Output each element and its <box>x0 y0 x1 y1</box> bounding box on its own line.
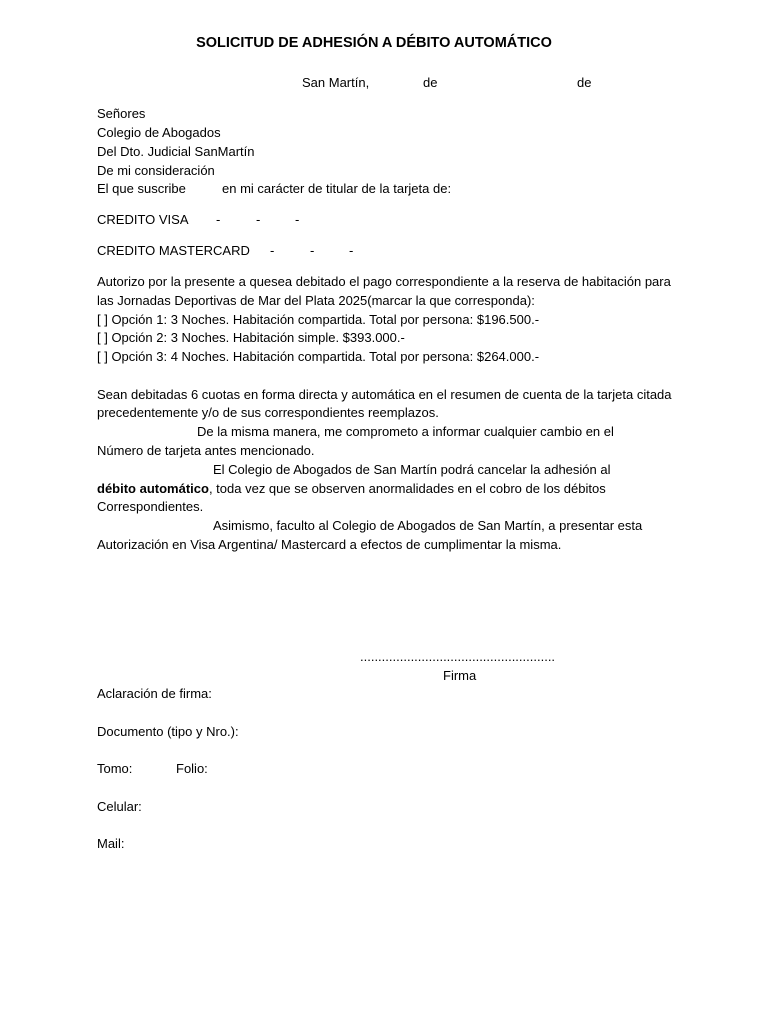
option-2[interactable]: [ ] Opción 2: 3 Noches. Habitación simple. $393.000.- <box>97 330 405 345</box>
card-visa-sep-2: - <box>256 212 261 227</box>
body-p1-line-1: Sean debitadas 6 cuotas en forma directa y automática en el resumen de cuenta de la tarjeta citada <box>97 387 672 402</box>
signature-line: ...................................................... <box>360 649 556 664</box>
addressee-line-2: Colegio de Abogados <box>97 125 221 140</box>
subscriber-text: en mi carácter de titular de la tarjeta de: <box>222 181 452 196</box>
body-p2-line-1: De la misma manera, me comprometo a informar cualquier cambio en el <box>197 424 614 439</box>
date-de-1: de <box>423 75 438 90</box>
option-1[interactable]: [ ] Opción 1: 3 Noches. Habitación compartida. Total por persona: $196.500.- <box>97 312 540 327</box>
body-p3-line-2-rest: , toda vez que se observen anormalidades en el cobro de los débitos <box>208 481 606 496</box>
card-mastercard-sep-3: - <box>349 243 354 258</box>
body-p1-line-2: precedentemente y/o de sus correspondientes reemplazos. <box>97 405 439 420</box>
body-p2-line-2: Número de tarjeta antes mencionado. <box>97 443 315 458</box>
addressee-line-3: Del Dto. Judicial SanMartín <box>97 144 255 159</box>
document-title: SOLICITUD DE ADHESIÓN A DÉBITO AUTOMÁTICO <box>196 35 552 51</box>
body-p4-line-2: Autorización en Visa Argentina/ Mastercard a efectos de cumplimentar la misma. <box>97 537 562 552</box>
debito-automatico-bold: débito automático <box>97 481 209 496</box>
body-p3-line-3: Correspondientes. <box>97 499 204 514</box>
option-3[interactable]: [ ] Opción 3: 4 Noches. Habitación compartida. Total por persona: $264.000.- <box>97 349 540 364</box>
field-mail: Mail: <box>97 836 125 851</box>
card-visa-sep-3: - <box>295 212 300 227</box>
date-de-2: de <box>577 75 592 90</box>
addressee-line-1: Señores <box>97 106 146 121</box>
field-aclaracion: Aclaración de firma: <box>97 686 212 701</box>
card-visa-label: CREDITO VISA <box>97 212 189 227</box>
authorize-line-2: las Jornadas Deportivas de Mar del Plata 2025(marcar la que corresponda): <box>97 293 535 308</box>
card-mastercard-sep-1: - <box>270 243 275 258</box>
date-place: San Martín, <box>302 75 370 90</box>
addressee-line-4: De mi consideración <box>97 163 215 178</box>
field-tomo: Tomo: <box>97 761 133 776</box>
field-documento: Documento (tipo y Nro.): <box>97 724 239 739</box>
field-folio: Folio: <box>176 761 208 776</box>
card-mastercard-label: CREDITO MASTERCARD <box>97 243 250 258</box>
field-celular: Celular: <box>97 799 142 814</box>
signature-label: Firma <box>443 668 477 683</box>
card-mastercard-sep-2: - <box>310 243 315 258</box>
card-visa-sep-1: - <box>216 212 221 227</box>
authorize-line-1: Autorizo por la presente a quesea debitado el pago correspondiente a la reserva de habitación para <box>97 274 671 289</box>
body-p3-line-1: El Colegio de Abogados de San Martín podrá cancelar la adhesión al <box>213 462 611 477</box>
body-p4-line-1: Asimismo, faculto al Colegio de Abogados de San Martín, a presentar esta <box>213 518 643 533</box>
subscriber-label: El que suscribe <box>97 181 186 196</box>
body-p3-line-2 <box>97 479 606 498</box>
